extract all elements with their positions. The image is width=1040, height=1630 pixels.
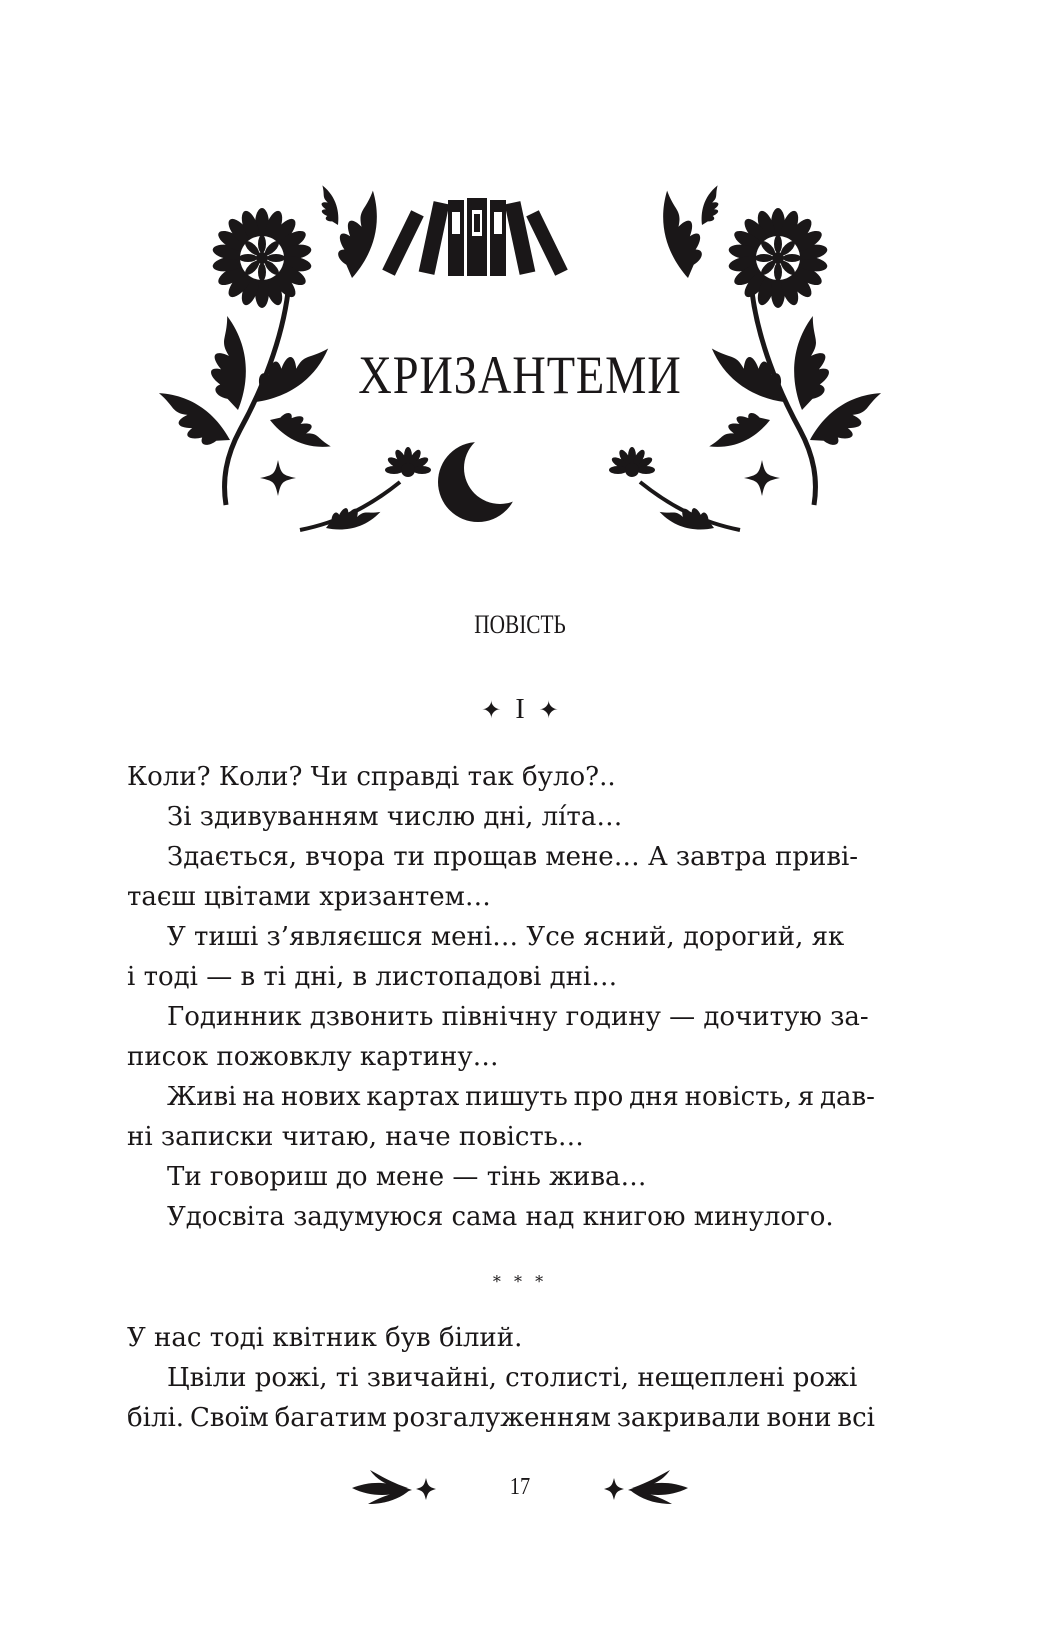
asterism-separator: * * * <box>492 1272 548 1291</box>
text-line: Удосвіта задумуюся сама над книгою минулого. <box>167 1202 834 1232</box>
text-line: білі. Своїм багатим розгалуженням закривали вони всі <box>127 1403 875 1433</box>
text-line: писок пожовклу картину… <box>127 1042 499 1072</box>
crescent-moon-icon <box>438 432 536 522</box>
text-line: таєш цвітами хризантем… <box>127 882 491 912</box>
acanthus-leaf-icon <box>338 191 377 278</box>
text-line: і тоді — в ті дні, в листопадові дні… <box>127 962 618 992</box>
acanthus-leaf-icon <box>267 410 335 449</box>
acanthus-leaf-icon <box>309 184 348 228</box>
books-icon <box>382 198 568 276</box>
text-line: ні записки читаю, наче повість… <box>127 1122 584 1152</box>
chrysanthemum-icon <box>385 447 431 477</box>
text-line: У тиші з’являєшся мені… Усе ясний, дорогий, як <box>167 922 845 952</box>
text-line: Годинник дзвонить північну годину — дочитую за- <box>167 1002 869 1032</box>
chrysanthemum-icon <box>212 208 313 308</box>
text-line: Ти говориш до мене — тінь жива… <box>167 1162 647 1192</box>
sparkle-star-icon: ✦ <box>538 696 559 724</box>
sparkle-star-icon <box>260 460 296 496</box>
text-line: Живі на нових картах пишуть про дня новість, я дав- <box>167 1082 875 1112</box>
sparkle-star-icon: ✦ <box>481 696 502 724</box>
section-heading <box>0 696 1040 724</box>
text-line: У нас тоді квітник був білий. <box>127 1323 523 1353</box>
chapter-title: ХРИЗАНТЕМИ <box>358 345 682 405</box>
body-text-part2 <box>127 1318 875 1438</box>
section-numeral: I <box>515 694 525 725</box>
text-line: Зі здивуванням числю дні, лі́та… <box>167 802 623 832</box>
body-text-part1 <box>127 757 875 1237</box>
chapter-ornament <box>0 0 1040 600</box>
text-line: Здається, вчора ти прощав мене… А завтра приві- <box>167 842 859 872</box>
page-number: 17 <box>509 1474 531 1500</box>
text-line: Цвіли рожі, ті звичайні, столисті, нещеплені рожі <box>167 1363 858 1393</box>
chapter-subtitle: ПОВІСТЬ <box>474 610 566 639</box>
text-line: Коли? Коли? Чи справді так було?.. <box>127 762 616 792</box>
